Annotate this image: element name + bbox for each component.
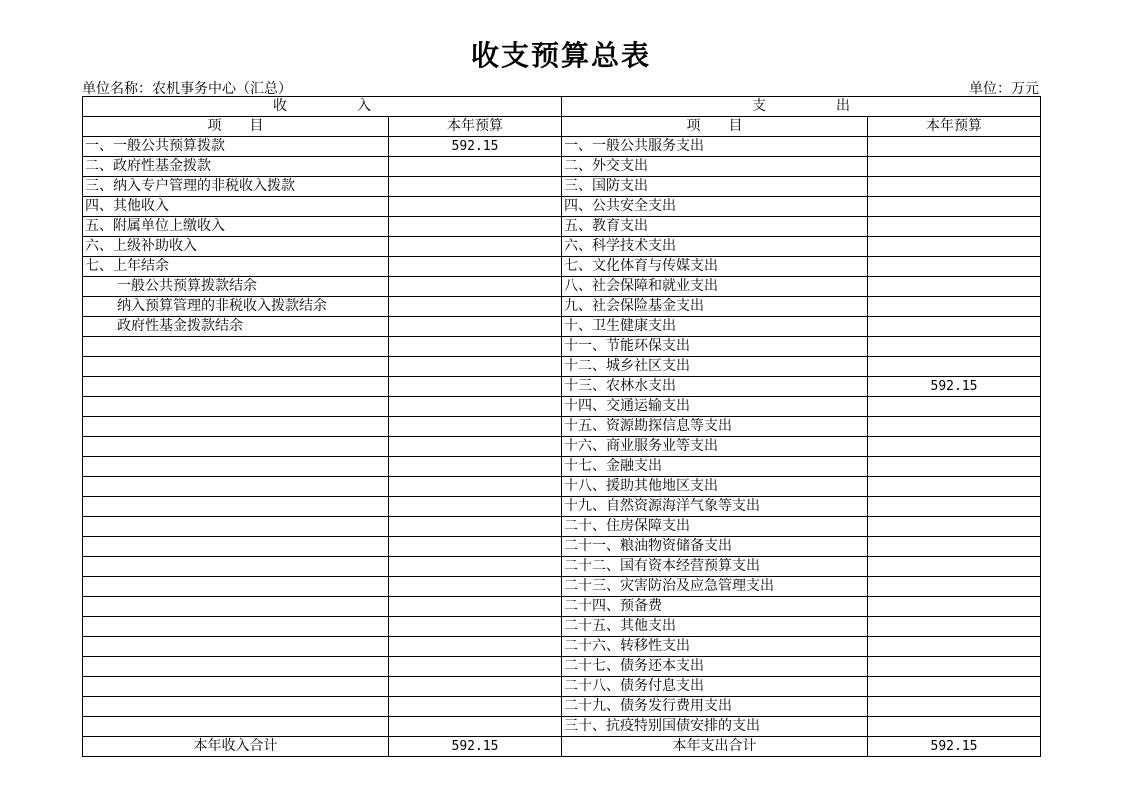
expense-budget-cell [868, 137, 1041, 157]
table-row [83, 377, 1041, 397]
expense-item-cell: 十三、农林水支出 [562, 377, 868, 397]
expense-budget-cell [868, 157, 1041, 177]
income-item-cell [83, 377, 389, 397]
income-item-cell [83, 337, 389, 357]
income-item-cell: 六、上级补助收入 [83, 237, 389, 257]
income-budget-cell [389, 197, 562, 217]
expense-item-cell: 九、社会保险基金支出 [562, 297, 868, 317]
income-budget-cell [389, 177, 562, 197]
table-row [83, 657, 1041, 677]
income-item-cell [83, 617, 389, 637]
table-row [83, 177, 1041, 197]
expense-budget-cell [868, 277, 1041, 297]
income-budget-cell [389, 457, 562, 477]
table-row [83, 357, 1041, 377]
expense-budget-cell [868, 337, 1041, 357]
expense-budget-cell [868, 657, 1041, 677]
expense-budget-cell [868, 697, 1041, 717]
table-row [83, 217, 1041, 237]
expense-budget-cell [868, 557, 1041, 577]
expense-budget-cell [868, 497, 1041, 517]
income-budget-cell [389, 357, 562, 377]
expense-section-header: 支 出 [562, 97, 1041, 117]
income-item-cell [83, 677, 389, 697]
income-budget-cell [389, 377, 562, 397]
table-row [83, 617, 1041, 637]
income-budget-cell [389, 657, 562, 677]
table-row [83, 597, 1041, 617]
expense-item-cell: 六、科学技术支出 [562, 237, 868, 257]
income-budget-cell [389, 497, 562, 517]
income-item-cell: 三、纳入专户管理的非税收入拨款 [83, 177, 389, 197]
expense-budget-header: 本年预算 [868, 117, 1041, 137]
income-item-cell: 一、一般公共预算拨款 [83, 137, 389, 157]
expense-budget-cell [868, 457, 1041, 477]
expense-budget-cell [868, 257, 1041, 277]
expense-item-cell: 二十一、粮油物资储备支出 [562, 537, 868, 557]
expense-item-cell: 四、公共安全支出 [562, 197, 868, 217]
table-row [83, 677, 1041, 697]
expense-budget-cell: 592.15 [868, 377, 1041, 397]
expense-item-cell: 八、社会保障和就业支出 [562, 277, 868, 297]
table-row [83, 337, 1041, 357]
table-row [83, 637, 1041, 657]
income-item-cell [83, 537, 389, 557]
income-total-label: 本年收入合计 [83, 737, 389, 757]
expense-item-cell: 七、文化体育与传媒支出 [562, 257, 868, 277]
expense-item-cell: 十一、节能环保支出 [562, 337, 868, 357]
expense-budget-cell [868, 317, 1041, 337]
expense-budget-cell [868, 237, 1041, 257]
expense-budget-cell [868, 217, 1041, 237]
expense-item-cell: 二十五、其他支出 [562, 617, 868, 637]
column-header-row [83, 117, 1041, 137]
income-total-value: 592.15 [389, 737, 562, 757]
expense-item-cell: 十二、城乡社区支出 [562, 357, 868, 377]
table-row [83, 557, 1041, 577]
income-item-cell: 纳入预算管理的非税收入拨款结余 [83, 297, 389, 317]
table-row [83, 497, 1041, 517]
income-item-cell [83, 417, 389, 437]
expense-budget-cell [868, 297, 1041, 317]
expense-item-header: 项 目 [562, 117, 868, 137]
expense-budget-cell [868, 177, 1041, 197]
table-row [83, 157, 1041, 177]
expense-item-cell: 十七、金融支出 [562, 457, 868, 477]
income-budget-cell [389, 617, 562, 637]
income-item-cell [83, 557, 389, 577]
income-item-cell [83, 717, 389, 737]
table-row [83, 317, 1041, 337]
income-item-cell: 四、其他收入 [83, 197, 389, 217]
expense-budget-cell [868, 537, 1041, 557]
table-row [83, 277, 1041, 297]
expense-budget-cell [868, 717, 1041, 737]
expense-total-label: 本年支出合计 [562, 737, 868, 757]
table-row [83, 477, 1041, 497]
expense-budget-cell [868, 517, 1041, 537]
table-row [83, 517, 1041, 537]
table-row [83, 197, 1041, 217]
income-budget-cell [389, 297, 562, 317]
income-item-cell [83, 697, 389, 717]
income-item-cell [83, 437, 389, 457]
table-row [83, 537, 1041, 557]
income-budget-cell [389, 237, 562, 257]
income-item-cell [83, 597, 389, 617]
table-row [83, 437, 1041, 457]
income-item-cell [83, 637, 389, 657]
expense-budget-cell [868, 637, 1041, 657]
expense-item-cell: 三十、抗疫特别国债安排的支出 [562, 717, 868, 737]
expense-item-cell: 二十三、灾害防治及应急管理支出 [562, 577, 868, 597]
income-budget-cell [389, 417, 562, 437]
income-budget-cell [389, 637, 562, 657]
expense-item-cell: 二十二、国有资本经营预算支出 [562, 557, 868, 577]
expense-budget-cell [868, 577, 1041, 597]
income-budget-cell [389, 157, 562, 177]
income-item-cell: 政府性基金拨款结余 [83, 317, 389, 337]
income-item-cell: 一般公共预算拨款结余 [83, 277, 389, 297]
income-budget-cell [389, 397, 562, 417]
income-item-cell: 二、政府性基金拨款 [83, 157, 389, 177]
expense-budget-cell [868, 477, 1041, 497]
income-budget-cell [389, 697, 562, 717]
income-section-header: 收 入 [83, 97, 562, 117]
expense-item-cell: 二十七、债务还本支出 [562, 657, 868, 677]
expense-item-cell: 十五、资源勘探信息等支出 [562, 417, 868, 437]
income-budget-cell [389, 557, 562, 577]
income-item-cell [83, 577, 389, 597]
income-item-cell [83, 397, 389, 417]
expense-budget-cell [868, 617, 1041, 637]
section-header-row [83, 97, 1041, 117]
table-row [83, 137, 1041, 157]
expense-budget-cell [868, 417, 1041, 437]
income-budget-cell [389, 597, 562, 617]
expense-budget-cell [868, 677, 1041, 697]
expense-item-cell: 二十、住房保障支出 [562, 517, 868, 537]
income-item-cell [83, 497, 389, 517]
income-budget-cell [389, 337, 562, 357]
expense-item-cell: 二十九、债务发行费用支出 [562, 697, 868, 717]
income-item-cell: 七、上年结余 [83, 257, 389, 277]
currency-unit: 单位：万元 [969, 81, 1039, 97]
totals-row [83, 737, 1041, 757]
expense-item-cell: 一、一般公共服务支出 [562, 137, 868, 157]
expense-total-value: 592.15 [868, 737, 1041, 757]
income-budget-cell [389, 677, 562, 697]
income-budget-cell [389, 717, 562, 737]
table-row [83, 257, 1041, 277]
expense-item-cell: 五、教育支出 [562, 217, 868, 237]
expense-budget-cell [868, 357, 1041, 377]
income-item-cell: 五、附属单位上缴收入 [83, 217, 389, 237]
income-item-cell [83, 517, 389, 537]
expense-item-cell: 十九、自然资源海洋气象等支出 [562, 497, 868, 517]
expense-item-cell: 十六、商业服务业等支出 [562, 437, 868, 457]
expense-item-cell: 二十四、预备费 [562, 597, 868, 617]
table-row [83, 237, 1041, 257]
table-row [83, 577, 1041, 597]
expense-item-cell: 十、卫生健康支出 [562, 317, 868, 337]
table-row [83, 697, 1041, 717]
income-budget-cell [389, 437, 562, 457]
expense-budget-cell [868, 437, 1041, 457]
expense-item-cell: 十四、交通运输支出 [562, 397, 868, 417]
expense-item-cell: 十八、援助其他地区支出 [562, 477, 868, 497]
table-row [83, 717, 1041, 737]
budget-table [82, 96, 1041, 757]
income-budget-cell [389, 577, 562, 597]
table-row [83, 417, 1041, 437]
table-row [83, 297, 1041, 317]
expense-budget-cell [868, 397, 1041, 417]
expense-item-cell: 二十六、转移性支出 [562, 637, 868, 657]
income-budget-cell [389, 517, 562, 537]
expense-item-cell: 三、国防支出 [562, 177, 868, 197]
table-row [83, 397, 1041, 417]
income-budget-cell [389, 217, 562, 237]
income-budget-cell [389, 317, 562, 337]
income-budget-header: 本年预算 [389, 117, 562, 137]
table-row [83, 457, 1041, 477]
income-budget-cell [389, 257, 562, 277]
income-budget-cell [389, 537, 562, 557]
income-budget-cell [389, 277, 562, 297]
expense-budget-cell [868, 197, 1041, 217]
income-budget-cell: 592.15 [389, 137, 562, 157]
page-title: 收支预算总表 [470, 39, 651, 72]
unit-name: 单位名称：农机事务中心（汇总） [82, 81, 292, 97]
expense-item-cell: 二十八、债务付息支出 [562, 677, 868, 697]
income-item-cell [83, 657, 389, 677]
income-item-cell [83, 357, 389, 377]
income-item-cell [83, 457, 389, 477]
expense-item-cell: 二、外交支出 [562, 157, 868, 177]
income-item-header: 项 目 [83, 117, 389, 137]
income-item-cell [83, 477, 389, 497]
income-budget-cell [389, 477, 562, 497]
expense-budget-cell [868, 597, 1041, 617]
